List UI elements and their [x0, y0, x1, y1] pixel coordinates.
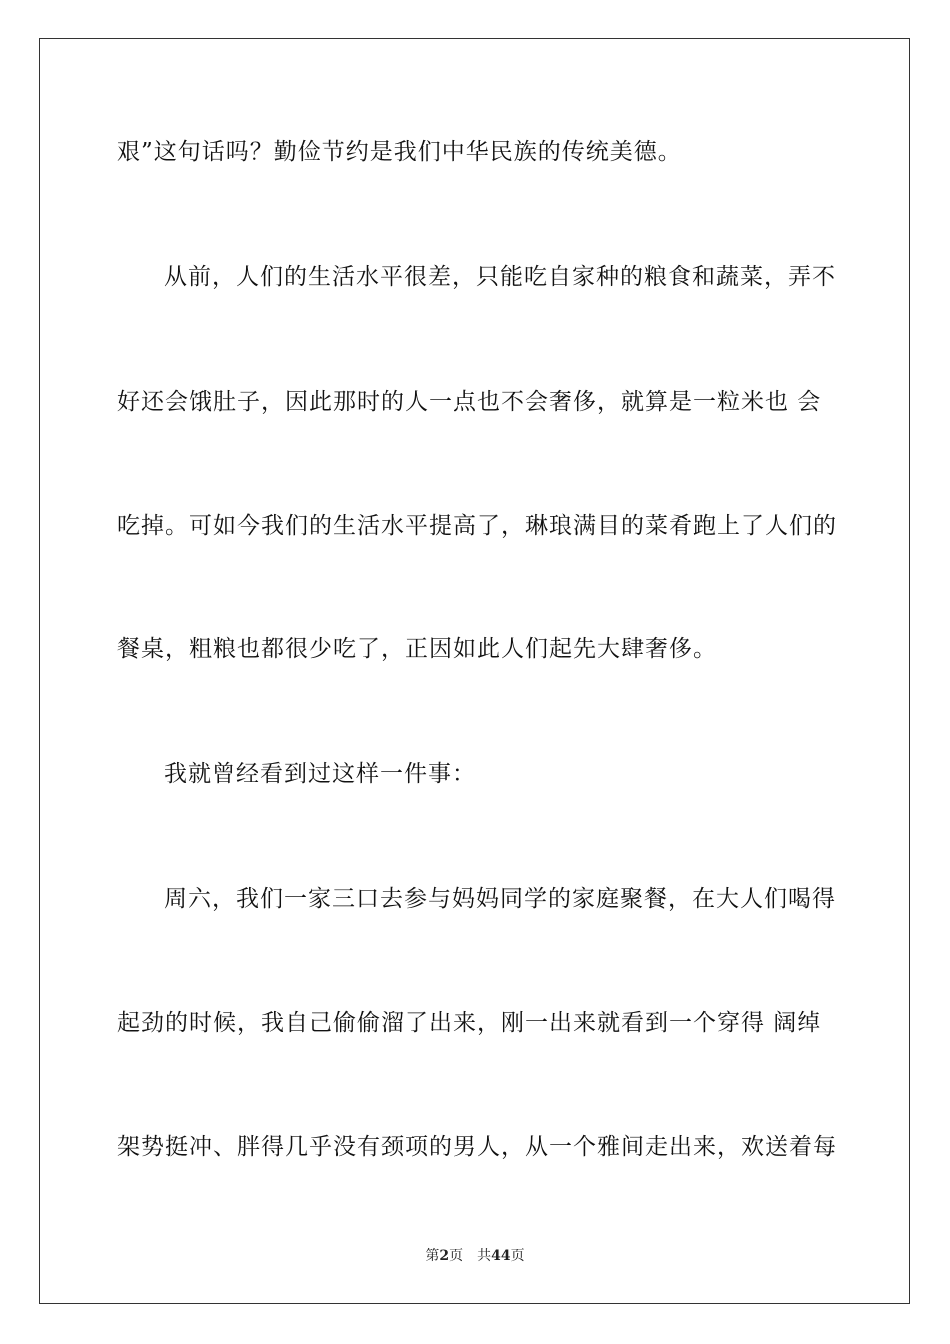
- text-line-8: 起劲的时候，我自己偷偷溜了出来，刚一出来就看到一个穿得 阔绰: [117, 1010, 822, 1036]
- text-line-6: 我就曾经看到过这样一件事：: [164, 761, 476, 787]
- text-line-3: 好还会饿肚子，因此那时的人一点也不会奢侈，就算是一粒米也 会: [117, 389, 822, 415]
- text-line-7: 周六，我们一家三口去参与妈妈同学的家庭聚餐，在大人们喝得: [164, 886, 836, 912]
- text-line-1: 艰”这句话吗？勤俭节约是我们中华民族的传统美德。: [117, 139, 682, 165]
- page-prefix: 第: [425, 1248, 440, 1264]
- total-pages: 44: [491, 1248, 511, 1264]
- page-footer: [0, 1247, 950, 1265]
- text-line-2: 从前，人们的生活水平很差，只能吃自家种的粮食和蔬菜，弄不: [164, 264, 836, 290]
- page-border: [39, 38, 910, 1304]
- total-suffix: 页: [510, 1248, 525, 1264]
- text-line-9: 架势挺冲、胖得几乎没有颈项的男人，从一个雅间走出来，欢送着每: [117, 1134, 837, 1160]
- page-number: 2: [439, 1248, 450, 1264]
- total-prefix: 共: [477, 1248, 492, 1264]
- text-line-4: 吃掉。可如今我们的生活水平提高了，琳琅满目的菜肴跑上了人们的: [117, 513, 837, 539]
- page-suffix: 页: [449, 1248, 464, 1264]
- text-line-5: 餐桌，粗粮也都很少吃了，正因如此人们起先大肆奢侈。: [117, 636, 717, 662]
